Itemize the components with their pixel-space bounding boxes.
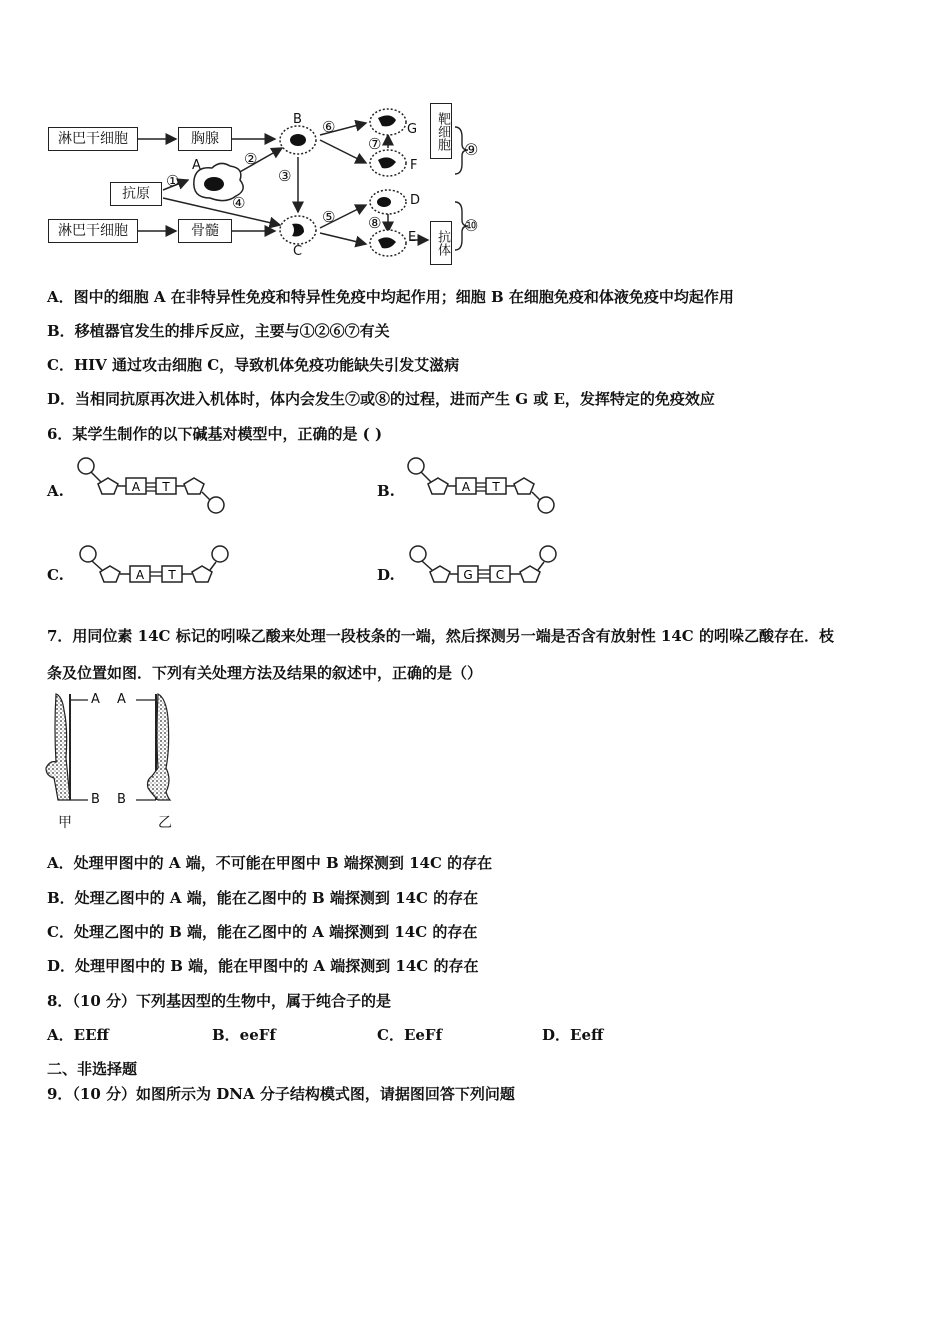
num-10: ⑩	[464, 216, 479, 235]
lymph-stem-top-box: 淋巴干细胞	[48, 127, 138, 151]
target-cell-box: 靶细胞	[430, 103, 452, 159]
num-7: ⑦	[368, 135, 382, 153]
q7-option-a: A．处理甲图中的 A 端，不可能在甲图中 B 端探测到 14C 的存在	[47, 854, 493, 872]
q8-option-a: A．EEff	[47, 1026, 109, 1044]
q6-label-c: C.	[47, 566, 64, 584]
num-5: ⑤	[322, 208, 336, 226]
label-a: A	[192, 158, 201, 173]
num-3: ③	[278, 167, 292, 185]
branch-label-b2: B	[117, 792, 126, 807]
num-2: ②	[244, 150, 258, 168]
branch-caption-yi: 乙	[158, 815, 172, 831]
label-g: G	[407, 122, 418, 137]
base-pair-model-d	[404, 540, 564, 590]
marrow-box: 骨髓	[178, 219, 232, 243]
q5-option-d: D．当相同抗原再次进入机体时，体内会发生⑦或⑧的过程，进而产生 G 或 E，发挥特定的免疫效应	[47, 390, 715, 408]
label-f: F	[410, 158, 418, 173]
q6-label-a: A.	[47, 482, 64, 500]
q8-option-d: D．Eeff	[542, 1026, 604, 1044]
branch-label-a1: A	[91, 692, 100, 707]
num-8: ⑧	[368, 214, 382, 232]
num-9: ⑨	[464, 140, 479, 159]
model-b-base-1: A	[461, 480, 471, 494]
branch-label-a2: A	[117, 692, 126, 707]
q7-stem-line-2: 条及位置如图．下列有关处理方法及结果的叙述中，正确的是（）	[47, 664, 483, 682]
label-e: E	[408, 230, 417, 245]
q5-option-c: C．HIV 通过攻击细胞 C，导致机体免疫功能缺失引发艾滋病	[47, 356, 460, 374]
q6-label-b: B.	[377, 482, 395, 500]
num-1: ①	[166, 172, 180, 190]
base-pair-model-c	[74, 540, 234, 590]
branch-label-b1: B	[91, 792, 100, 807]
section-heading: 二、非选择题	[47, 1060, 138, 1078]
branch-figure-drawing	[40, 688, 190, 808]
model-c-base-2: T	[168, 568, 176, 582]
model-a-base-2: T	[162, 480, 170, 494]
antigen-box: 抗原	[110, 182, 162, 206]
q5-option-b: B．移植器官发生的排斥反应，主要与①②⑥⑦有关	[47, 322, 390, 340]
q8-stem: 8．（10 分）下列基因型的生物中，属于纯合子的是	[47, 992, 392, 1010]
model-a-base-1: A	[131, 480, 141, 494]
q6-stem: 6．某学生制作的以下碱基对模型中，正确的是 ( )	[47, 425, 383, 443]
antibody-box: 抗体	[430, 221, 452, 265]
lymph-stem-bottom-box: 淋巴干细胞	[48, 219, 138, 243]
q8-option-b: B．eeFf	[212, 1026, 276, 1044]
num-4: ④	[232, 194, 246, 212]
model-c-base-1: A	[135, 568, 145, 582]
q7-stem-line-1: 7．用同位素 14C 标记的吲哚乙酸来处理一段枝条的一端，然后探测另一端是否含有放射性 14C 的吲哚乙酸存在．枝	[47, 627, 834, 645]
label-c: C	[293, 244, 303, 259]
model-d-base-2: C	[495, 568, 505, 582]
thymus-box: 胸腺	[178, 127, 232, 151]
base-pair-model-a	[74, 456, 234, 516]
q8-option-c: C．EeFf	[377, 1026, 443, 1044]
base-pair-model-b	[404, 456, 564, 516]
q7-option-d: D．处理甲图中的 B 端，能在甲图中的 A 端探测到 14C 的存在	[47, 957, 479, 975]
q9-stem: 9．（10 分）如图所示为 DNA 分子结构模式图，请据图回答下列问题	[47, 1085, 515, 1103]
label-d: D	[410, 193, 421, 208]
q7-option-b: B．处理乙图中的 A 端，能在乙图中的 B 端探测到 14C 的存在	[47, 889, 479, 907]
q7-option-c: C．处理乙图中的 B 端，能在乙图中的 A 端探测到 14C 的存在	[47, 923, 478, 941]
model-d-base-1: G	[463, 568, 473, 582]
model-b-base-2: T	[492, 480, 500, 494]
num-6: ⑥	[322, 118, 336, 136]
q5-option-a: A．图中的细胞 A 在非特异性免疫和特异性免疫中均起作用；细胞 B 在细胞免疫和体液免疫中均起作用	[47, 288, 734, 306]
q6-label-d: D.	[377, 566, 395, 584]
label-b: B	[293, 112, 302, 127]
branch-caption-jia: 甲	[58, 815, 72, 831]
